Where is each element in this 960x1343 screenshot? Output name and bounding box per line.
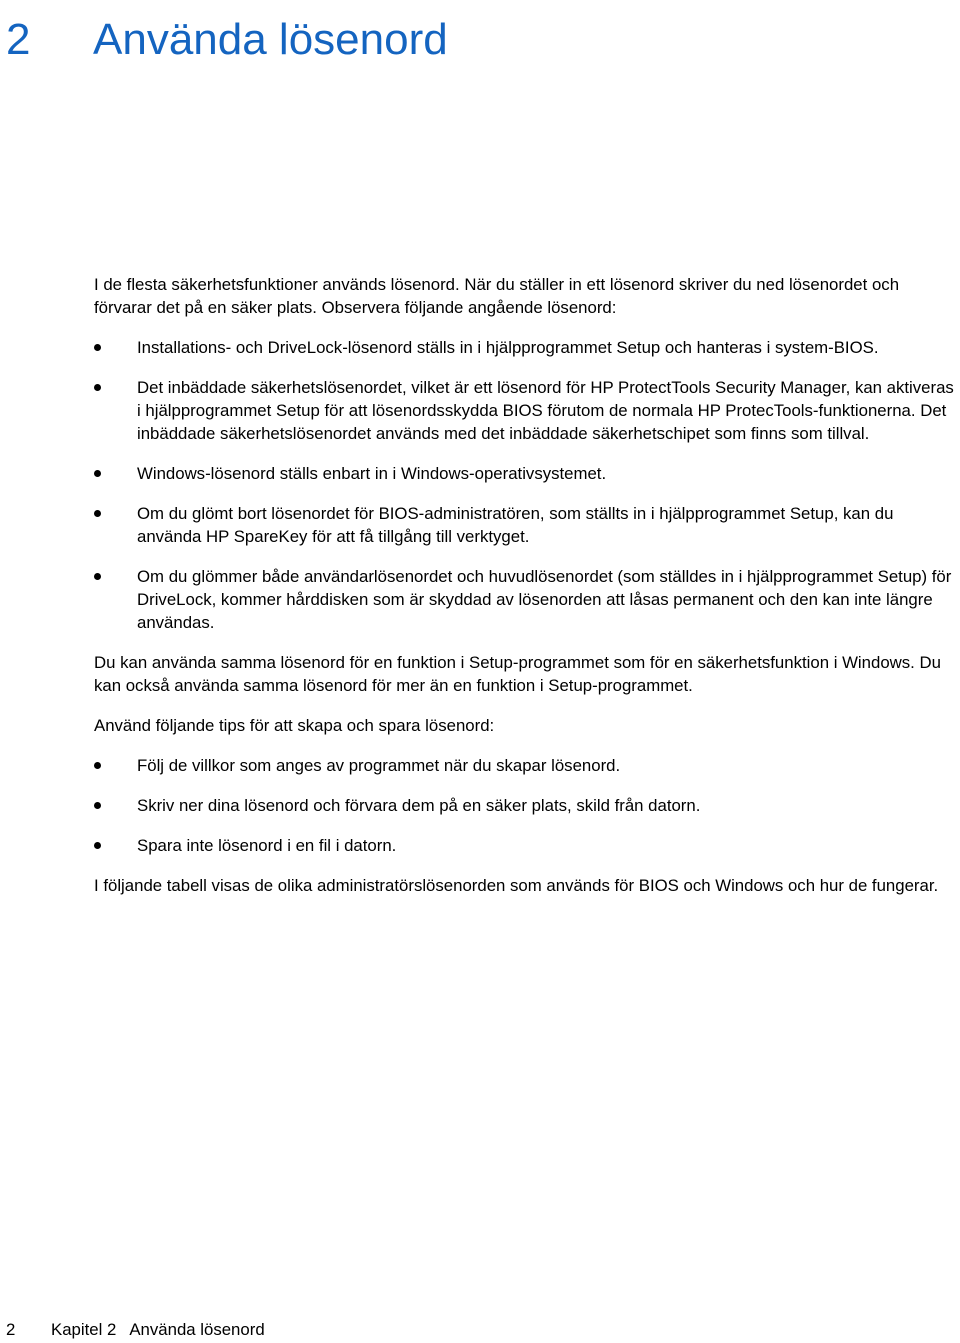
list-item-text: Windows-lösenord ställs enbart in i Windows-operativsystemet. <box>137 464 607 483</box>
list-item-text: Om du glömmer både användarlösenordet och huvudlösenordet (som ställdes in i hjälpprogrammet Setup) för DriveLock, kommer hårddisken som är skyddad av lösenorden att låsas permanent och den kan inte längre användas. <box>137 567 952 632</box>
list-item <box>94 462 960 485</box>
document-body <box>94 273 960 897</box>
table-intro-paragraph: I följande tabell visas de olika administratörslösenorden som används för BIOS och Windows och hur de fungerar. <box>94 876 939 895</box>
bullet-dot-icon <box>94 762 101 769</box>
list-item-text: Installations- och DriveLock-lösenord ställs in i hjälpprogrammet Setup och hanteras i system-BIOS. <box>137 338 879 357</box>
chapter-number: 2 <box>6 15 31 64</box>
bullet-dot-icon <box>94 384 101 391</box>
chapter-heading <box>6 10 448 70</box>
bullet-dot-icon <box>94 470 101 477</box>
intro-paragraph: I de flesta säkerhetsfunktioner används lösenord. När du ställer in ett lösenord skriver du ned lösenordet och förvarar det på en säker plats. Observera följande angående lösenord: <box>94 275 900 317</box>
page-footer <box>6 1320 265 1340</box>
footer-chapter-label: Kapitel 2 Använda lösenord <box>51 1320 265 1339</box>
bullet-dot-icon <box>94 573 101 580</box>
chapter-title: Använda lösenord <box>93 15 448 64</box>
tips-list <box>94 754 960 857</box>
list-item <box>94 376 960 445</box>
list-item-text: Spara inte lösenord i en fil i datorn. <box>137 836 397 855</box>
list-item <box>94 565 960 634</box>
page-number: 2 <box>6 1320 16 1339</box>
same-password-paragraph: Du kan använda samma lösenord för en funktion i Setup-programmet som för en säkerhetsfunktion i Windows. Du kan också använda samma lösenord för mer än en funktion i Setup-programmet. <box>94 653 941 695</box>
list-item-text: Följ de villkor som anges av programmet när du skapar lösenord. <box>137 756 621 775</box>
bullet-dot-icon <box>94 510 101 517</box>
list-item <box>94 502 960 548</box>
list-item <box>94 794 960 817</box>
bullet-dot-icon <box>94 344 101 351</box>
list-item-text: Det inbäddade säkerhetslösenordet, vilket är ett lösenord för HP ProtectTools Security Manager, kan aktiveras i hjälpprogrammet Setup för att lösenordsskydda BIOS förutom de normala HP ProtecTools-funktionerna. Det inbäddade säkerhetslösenordet används med det inbäddade säkerhetschipet som finns som tillval. <box>137 378 954 443</box>
list-item <box>94 754 960 777</box>
bullet-dot-icon <box>94 802 101 809</box>
list-item-text: Om du glömt bort lösenordet för BIOS-administratören, som ställts in i hjälpprogrammet Setup, kan du använda HP SpareKey för att få tillgång till verktyget. <box>137 504 894 546</box>
tips-intro-paragraph: Använd följande tips för att skapa och spara lösenord: <box>94 716 495 735</box>
bullet-dot-icon <box>94 842 101 849</box>
password-notes-list <box>94 336 960 634</box>
list-item-text: Skriv ner dina lösenord och förvara dem på en säker plats, skild från datorn. <box>137 796 701 815</box>
list-item <box>94 336 960 359</box>
list-item <box>94 834 960 857</box>
